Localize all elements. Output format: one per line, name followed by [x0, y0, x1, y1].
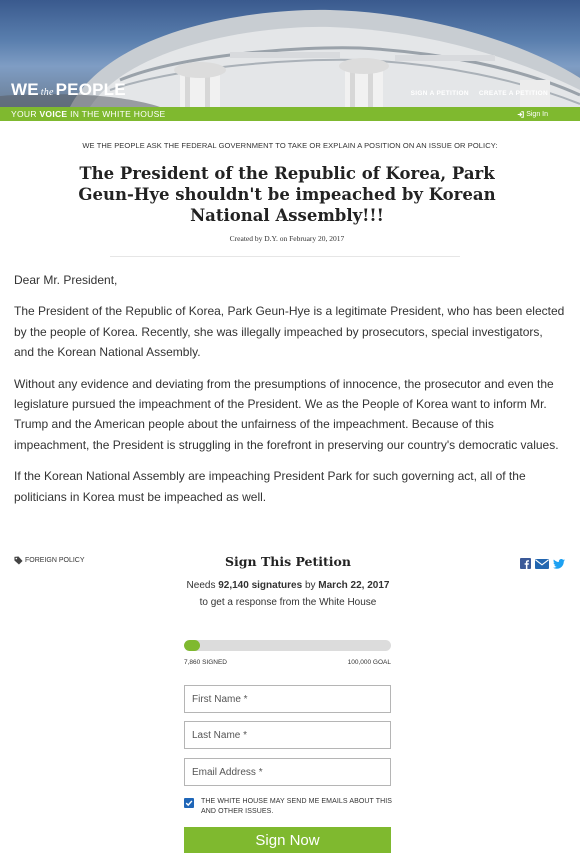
body-paragraph: The President of the Republic of Korea, Park Geun-Hye is a legitimate President, who has been elected by the people of Korea. Recently, she was illegally impeached by prosecutors, special investigators, and the Korean National Assembly. [14, 304, 565, 360]
petition-body [14, 270, 566, 518]
body-paragraph: If the Korean National Assembly are impeaching President Park for such governing act, all of the politicians in Korea must be impeached as well. [14, 469, 526, 504]
we-the-people-logo[interactable] [11, 80, 126, 100]
logo-the: the [40, 87, 54, 98]
email-consent [184, 797, 394, 817]
first-name-input[interactable] [184, 685, 391, 713]
sign-in-link[interactable]: Sign In [517, 111, 548, 118]
email-consent-label: THE WHITE HOUSE MAY SEND ME EMAILS ABOUT THIS AND OTHER ISSUES. [201, 798, 393, 815]
sign-now-button[interactable]: Sign Now [184, 827, 391, 853]
email-consent-checkbox[interactable] [184, 798, 194, 808]
petition-title: The President of the Republic of Korea, Park Geun-Hye shouldn't be impeached by Korean National Assembly!!! [78, 164, 496, 225]
body-paragraph: Dear Mr. President, [14, 273, 118, 287]
goal-count: 100,000 GOAL [347, 659, 391, 666]
sign-petition-heading: Sign This Petition [225, 554, 351, 569]
logo-people: PEOPLE [55, 80, 126, 99]
nav-sign-a-petition[interactable]: SIGN A PETITION [410, 90, 469, 97]
issue-tag[interactable]: FOREIGN POLICY [14, 556, 85, 565]
signed-count: 7,860 SIGNED [184, 659, 227, 666]
email-input[interactable] [184, 758, 391, 786]
hero-banner [0, 0, 580, 107]
nav-create-a-petition[interactable]: CREATE A PETITION [478, 90, 548, 97]
signature-progress-bar [184, 640, 391, 651]
divider [110, 256, 460, 257]
tagline-bar [0, 107, 580, 121]
signatures-needed: Needs 92,140 signatures by March 22, 2017 to get a response from the White House [186, 580, 390, 608]
body-paragraph: Without any evidence and deviating from the presumptions of innocence, the prosecutor and even the legislature pursued the impeachment of the President. We as the People of Korea want to inform Mr. Trump and the American people about the unfairness of the impeachment. Because of this impeachment, the President is struggling in the forefront in preserving our country's democratic values. [14, 376, 559, 452]
last-name-input[interactable] [184, 721, 391, 749]
petition-created-by: Created by D.Y. on February 20, 2017 [229, 234, 345, 243]
signin-icon [517, 111, 524, 118]
tagline: YOUR VOICE IN THE WHITE HOUSE [11, 109, 166, 119]
petition-ask-line: WE THE PEOPLE ASK THE FEDERAL GOVERNMENT TO TAKE OR EXPLAIN A POSITION ON AN ISSUE OR POLICY: [82, 141, 498, 150]
check-icon [185, 799, 193, 807]
top-nav [411, 90, 548, 97]
logo-we: WE [11, 80, 39, 99]
progress-fill [184, 640, 200, 651]
